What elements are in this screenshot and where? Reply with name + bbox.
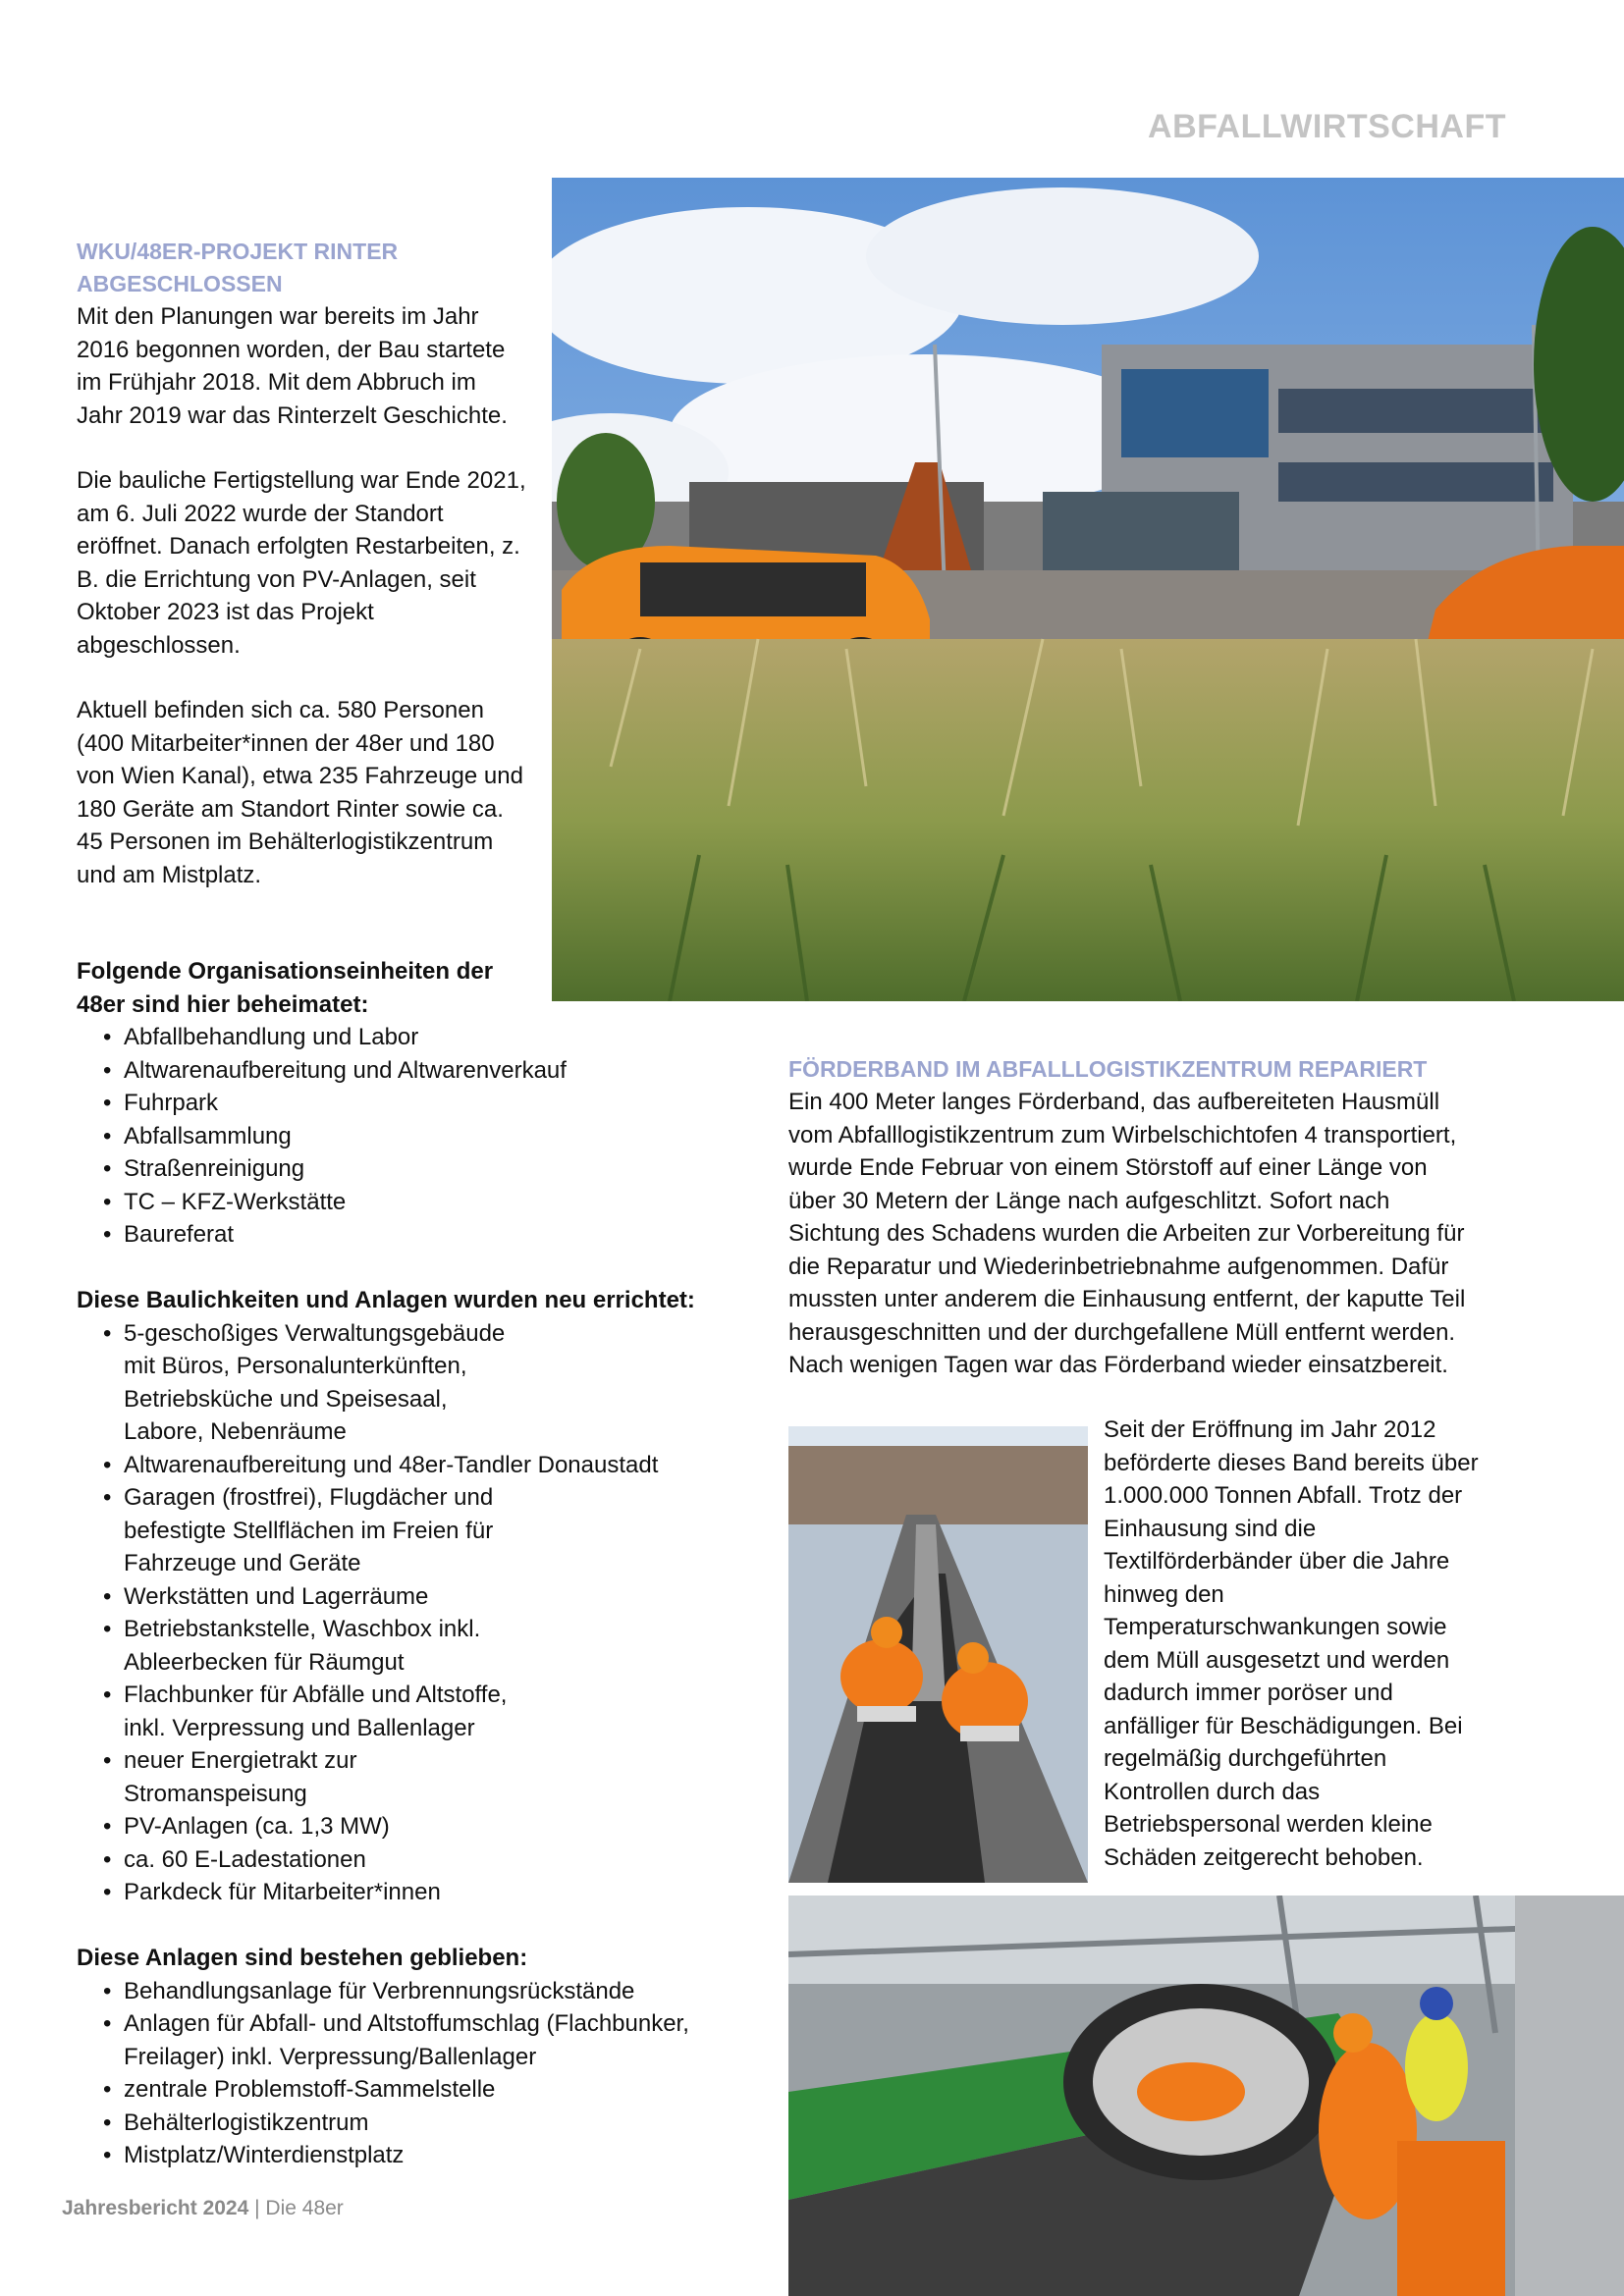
list-item: • ca. 60 E-Ladestationen [77, 1843, 509, 1877]
list-item: • Anlagen für Abfall- und Altstoffumschlag (Flachbunker, Freilager) inkl. Verpressung/Ballenlager [77, 2007, 744, 2073]
footer-org: Die 48er [265, 2197, 344, 2219]
article-rinter-title-line2: ABGESCHLOSSEN [77, 271, 283, 296]
article-conveyor-continued [1104, 1414, 1487, 1874]
list-item: • Straßenreinigung [77, 1152, 764, 1186]
list-item: • Baureferat [77, 1218, 764, 1252]
article-rinter-lists [77, 955, 764, 2205]
article-rinter-paragraph: Aktuell befinden sich ca. 580 Personen (400 Mitarbeiter*innen der 48er und 180 von Wien Kanal), etwa 235 Fahrzeuge und 180 Geräte am Standort Rinter sowie ca. 45 Personen im Behälterlogistikzentrum und am Mistplatz. [77, 697, 523, 888]
list-item: • Altwarenaufbereitung und Altwarenverkauf [77, 1054, 764, 1088]
article-conveyor-paragraph: Ein 400 Meter langes Förderband, das aufbereiteten Hausmüll vom Abfalllogistikzentrum zum Wirbelschichtofen 4 transportiert, wurde Ende Februar von einem Störstoff auf einer Länge von über 30 Metern der Länge nach aufgeschlitzt. Sofort nach Sichtung des Schadens wurden die Arbeiten zur Vorbereitung für die Reparatur und Wiederinbetriebnahme aufgenommen. Dafür mussten unter anderem die Einhausung entfernt, der kaputte Teil herausgeschnitten und der durchgefallene Müll entfernt werden. Nach wenigen Tagen war das Förderband wieder einsatzbereit. [788, 1089, 1466, 1378]
section-header-label: ABFALLWIRTSCHAFT [1148, 108, 1506, 145]
article-rinter-title-line1: WKU/48ER-PROJEKT RINTER [77, 239, 399, 264]
article-conveyor [788, 1053, 1476, 1382]
list-title: Diese Anlagen sind bestehen geblieben: [77, 1945, 528, 1971]
list-item: • TC – KFZ-Werkstätte [77, 1186, 764, 1219]
list-item: • Garagen (frostfrei), Flugdächer und befestigte Stellflächen im Freien für Fahrzeuge und Geräte [77, 1481, 509, 1580]
list-item: • Fuhrpark [77, 1087, 764, 1120]
footer-separator: | [248, 2197, 266, 2219]
list-item: • Parkdeck für Mitarbeiter*innen [77, 1876, 509, 1909]
list-item: • neuer Energietrakt zur Stromanspeisung [77, 1744, 509, 1810]
list-existing-facilities [77, 1942, 764, 2172]
photo-conveyor-inspection-graphic [788, 1896, 1624, 2296]
article-rinter-title [77, 236, 528, 300]
list-item: • Werkstätten und Lagerräume [77, 1580, 509, 1614]
list-item: • PV-Anlagen (ca. 1,3 MW) [77, 1810, 509, 1843]
list-item: • Mistplatz/Winterdienstplatz [77, 2139, 744, 2172]
list-item: • zentrale Problemstoff-Sammelstelle [77, 2073, 744, 2107]
article-conveyor-title: FÖRDERBAND IM ABFALLLOGISTIKZENTRUM REPARIERT [788, 1056, 1428, 1082]
list-title-line2: 48er sind hier beheimatet: [77, 990, 369, 1018]
photo-conveyor-inspection [788, 1896, 1624, 2296]
list-item: • Flachbunker für Abfälle und Altstoffe, inkl. Verpressung und Ballenlager [77, 1679, 509, 1744]
list-title: Diese Baulichkeiten und Anlagen wurden neu errichtet: [77, 1287, 695, 1313]
list-item: • Behandlungsanlage für Verbrennungsrückstände [77, 1975, 744, 2008]
photo-workers-repair-graphic [788, 1426, 1088, 1883]
article-rinter-paragraph: Die bauliche Fertigstellung war Ende 2021, am 6. Juli 2022 wurde der Standort eröffnet. Danach erfolgten Restarbeiten, z. B. die Errichtung von PV-Anlagen, seit Oktober 2023 ist das Projekt abgeschlossen. [77, 467, 526, 659]
footer-report-title: Jahresbericht 2024 [62, 2197, 249, 2219]
article-conveyor-paragraph: Seit der Eröffnung im Jahr 2012 beförderte dieses Band bereits über 1.000.000 Tonnen Abfall. Trotz der Einhausung sind die Textilförderbänder über die Jahre hinweg den Temperaturschwankungen sowie dem Müll ausgesetzt und werden dadurch immer poröser und anfälliger für Beschädigungen. Bei regelmäßig durchgeführten Kontrollen durch das Betriebspersonal werden kleine Schäden zeitgerecht behoben. [1104, 1416, 1479, 1871]
list-item: • 5-geschoßiges Verwaltungsgebäude mit Büros, Personalunterkünften, Betriebsküche und Speisesaal, Labore, Nebenräume [77, 1317, 509, 1449]
article-rinter-paragraph: Mit den Planungen war bereits im Jahr 2016 begonnen worden, der Bau startete im Frühjahr 2018. Mit dem Abbruch im Jahr 2019 war das Rinterzelt Geschichte. [77, 303, 508, 429]
list-title-line1: Folgende Organisationseinheiten der [77, 958, 494, 985]
list-new-buildings [77, 1284, 764, 1909]
photo-rinter-site-graphic [552, 178, 1624, 1001]
list-item: • Behälterlogistikzentrum [77, 2107, 744, 2140]
list-item: • Abfallbehandlung und Labor [77, 1021, 764, 1054]
page-footer [62, 2197, 344, 2220]
list-item: • Altwarenaufbereitung und 48er-Tandler Donaustadt [77, 1449, 732, 1482]
article-rinter [77, 236, 528, 891]
photo-rinter-site [552, 178, 1624, 1001]
list-item: • Abfallsammlung [77, 1120, 764, 1153]
photo-workers-repair [788, 1426, 1088, 1883]
list-item: • Betriebstankstelle, Waschbox inkl. Ableerbecken für Räumgut [77, 1613, 509, 1679]
